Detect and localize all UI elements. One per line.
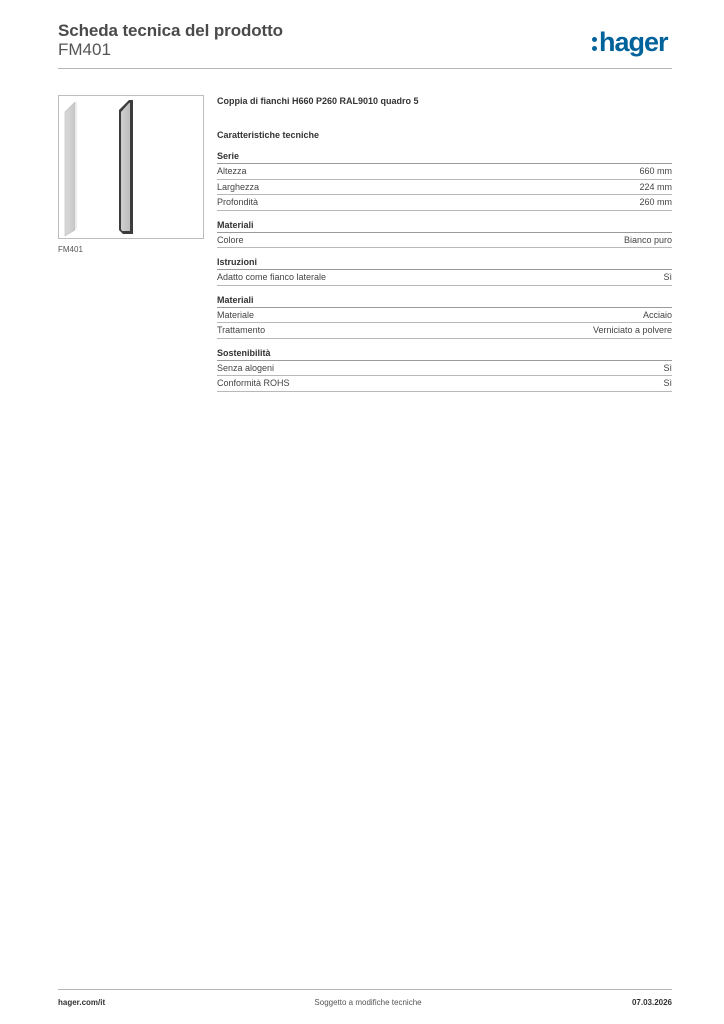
spec-label: Adatto come fianco laterale (217, 272, 327, 283)
spec-value: Bianco puro (623, 234, 672, 245)
spec-value: 224 mm (639, 181, 672, 192)
group-title: Istruzioni (217, 257, 672, 270)
spec-row (217, 195, 672, 211)
spec-value: Verniciato a polvere (592, 325, 672, 336)
group-title: Sostenibilità (217, 348, 672, 361)
spec-group (217, 348, 672, 392)
group-title: Materiali (217, 295, 672, 308)
spec-content (217, 96, 672, 401)
header-divider (58, 68, 672, 69)
footer-website-link[interactable]: hager.com/it (58, 998, 106, 1007)
spec-group (217, 295, 672, 339)
group-title: Materiali (217, 220, 672, 233)
spec-label: Senza alogeni (217, 362, 275, 373)
spec-row (217, 361, 672, 377)
spec-label: Materiale (217, 309, 255, 320)
spec-label: Trattamento (217, 325, 266, 336)
spec-label: Profondità (217, 197, 259, 208)
footer-date: 07.03.2026 (631, 998, 672, 1007)
spec-row (217, 323, 672, 339)
spec-value: Sì (663, 362, 672, 373)
spec-row (217, 376, 672, 392)
product-image (58, 95, 204, 239)
spec-value: Acciaio (642, 309, 672, 320)
logo-wordmark: hager (599, 26, 668, 57)
product-code: FM401 (58, 40, 111, 59)
spec-value: Sì (663, 272, 672, 283)
spec-label: Conformità ROHS (217, 378, 290, 389)
spec-label: Altezza (217, 166, 247, 177)
spec-row (217, 164, 672, 180)
footer-notice: Soggetto a modifiche tecniche (314, 998, 422, 1007)
section-title: Caratteristiche tecniche (217, 130, 320, 140)
spec-label: Larghezza (217, 181, 260, 192)
spec-group (217, 257, 672, 286)
group-title: Serie (217, 151, 672, 164)
spec-group (217, 151, 672, 211)
spec-row (217, 180, 672, 196)
side-panels-icon (59, 96, 205, 240)
hager-logo (592, 26, 668, 58)
logo-dots-icon (592, 37, 597, 51)
image-caption: FM401 (58, 245, 83, 254)
spec-label: Colore (217, 234, 244, 245)
spec-value: Sì (663, 378, 672, 389)
product-description: Coppia di fianchi H660 P260 RAL9010 quadro 5 (217, 96, 419, 106)
spec-row (217, 233, 672, 249)
footer-divider (58, 989, 672, 990)
spec-value: 660 mm (639, 166, 672, 177)
spec-value: 260 mm (639, 197, 672, 208)
page-title: Scheda tecnica del prodotto (58, 21, 283, 40)
spec-row (217, 308, 672, 324)
spec-row (217, 270, 672, 286)
spec-group (217, 220, 672, 249)
